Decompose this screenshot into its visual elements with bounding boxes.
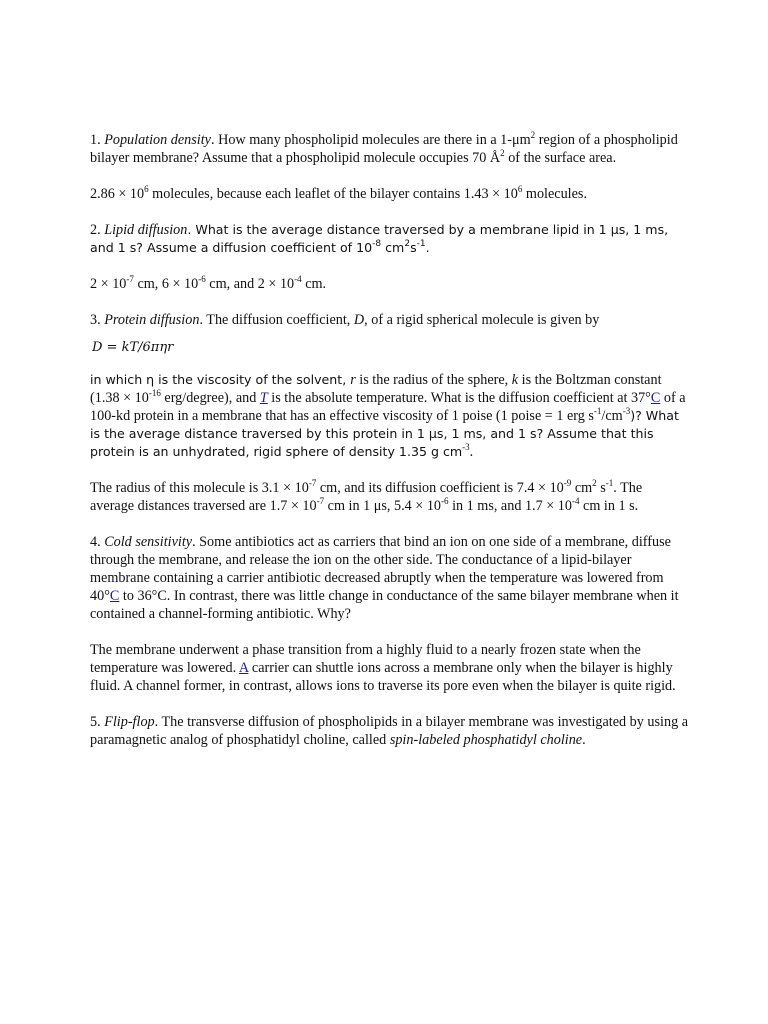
superscript: -8 <box>372 239 382 249</box>
superscript: 2 <box>500 148 505 158</box>
superscript: 6 <box>144 184 149 194</box>
answer-text: 2 × 10 <box>90 276 127 292</box>
variable-k: k <box>511 372 519 388</box>
question-2 <box>90 221 688 257</box>
question-title: Protein diffusion <box>104 312 200 328</box>
superscript: 2 <box>530 130 536 140</box>
answer-text: carrier can shuttle ions across a membrane only when the bilayer is highly fluid. A channel former, in contrast, allows ions to traverse its pore even when the bilayer is quite rigid. <box>90 660 676 694</box>
question-text: , of a rigid spherical molecule is given by <box>364 312 600 328</box>
question-text: . What is the average distance traversed by a membrane lipid in 1 μs, 1 ms, and 1 s? Assume a diffusion coefficient of 10 <box>90 222 669 255</box>
question-title: Lipid diffusion <box>104 222 188 238</box>
superscript: -3 <box>622 406 631 416</box>
formula-lhs: D <box>92 340 103 355</box>
answer-2 <box>90 275 688 293</box>
question-text: . How many phospholipid molecules are there in a 1-μm <box>210 132 531 148</box>
answer-text: molecules. <box>522 186 587 202</box>
question-text: region of a phospholipid bilayer membrane? Assume that a phospholipid molecule occupies 70 Å <box>90 132 678 166</box>
question-text: is the Boltzman constant (1.38 × 10 <box>90 372 662 406</box>
question-text: /cm <box>601 408 623 424</box>
question-number: 4. <box>90 534 105 550</box>
link-t[interactable]: T <box>259 390 268 406</box>
answer-3 <box>90 479 688 515</box>
question-text: . <box>425 240 430 255</box>
superscript: -9 <box>563 478 572 488</box>
answer-text: cm, and its diffusion coefficient is 7.4 × 10 <box>316 480 564 496</box>
formula-equals: = <box>102 340 122 355</box>
question-text: in which η is the viscosity of the solvent, <box>90 372 351 387</box>
question-title: Flip-flop <box>104 714 155 730</box>
question-5 <box>90 713 688 749</box>
answer-text: cm in 1 s. <box>579 498 639 514</box>
question-4 <box>90 533 688 623</box>
superscript: -7 <box>316 496 325 506</box>
superscript: -1 <box>593 406 602 416</box>
question-text: is the absolute temperature. What is the diffusion coefficient at 37° <box>267 390 651 406</box>
question-text: . <box>582 732 586 748</box>
answer-text: molecules, because each leaflet of the bilayer contains 1.43 × 10 <box>148 186 518 202</box>
question-text: s <box>410 240 417 255</box>
superscript: -7 <box>126 274 134 284</box>
formula-rhs: kT/6πηr <box>121 340 174 355</box>
question-number: 5. <box>90 714 105 730</box>
superscript: -7 <box>308 478 317 488</box>
answer-text: cm, 6 × 10 <box>133 276 199 292</box>
question-number: 2. <box>90 222 105 238</box>
question-text: )? What is the average distance traversed by this protein in 1 μs, 1 ms, and 1 s? Assume that this protein is an unhydrated, rigid sphere of density 1.35 g cm <box>90 408 679 459</box>
question-text: . Some antibiotics act as carriers that bind an ion on one side of a membrane, diffuse through the membrane, and release the ion on the other side. The conductance of a lipid-bilayer membrane containing a carrier antibiotic decreased abruptly when the temperature was lowered from 40° <box>90 534 671 604</box>
question-text: . <box>469 444 474 460</box>
answer-text: cm in 1 μs, 5.4 × 10 <box>324 498 442 514</box>
question-title: Population density <box>104 132 211 148</box>
answer-text: . The average distances traversed are 1.7 × 10 <box>90 480 643 514</box>
superscript: -3 <box>462 442 470 452</box>
question-text: of the surface area. <box>504 150 617 166</box>
superscript: 2 <box>592 478 597 488</box>
italic-term: spin-labeled phosphatidyl choline <box>389 732 583 748</box>
answer-text: s <box>596 480 606 496</box>
answer-text: The radius of this molecule is 3.1 × 10 <box>90 480 309 496</box>
superscript: -6 <box>441 496 449 506</box>
answer-text: cm <box>571 480 593 496</box>
question-text: . The transverse diffusion of phospholipids in a bilayer membrane was investigated by using a paramagnetic analog of phosphatidyl choline, called <box>90 714 689 748</box>
question-text: of a 100-kd protein in a membrane that has an effective viscosity of 1 poise (1 poise = 1 erg s <box>90 390 686 424</box>
question-text: is the radius of the sphere, <box>355 372 512 388</box>
superscript: -4 <box>571 496 580 506</box>
superscript: -6 <box>198 274 206 284</box>
superscript: -1 <box>605 478 614 488</box>
answer-text: cm. <box>301 276 327 292</box>
answer-4 <box>90 641 688 695</box>
question-1 <box>90 131 688 167</box>
link-c[interactable]: C <box>650 390 661 406</box>
superscript: -4 <box>294 274 302 284</box>
document-page <box>90 131 688 767</box>
link-c[interactable]: C <box>109 588 120 604</box>
question-text: erg/degree), and <box>160 390 260 406</box>
question-text: cm <box>381 240 405 255</box>
question-number: 3. <box>90 312 105 328</box>
link-a[interactable]: A <box>238 660 249 676</box>
superscript: -16 <box>148 388 161 398</box>
question-text: to 36°C. In contrast, there was little change in conductance of the same bilayer membrane when it contained a channel-forming antibiotic. Why? <box>90 588 679 622</box>
answer-text: The membrane underwent a phase transition from a highly fluid to a nearly frozen state when the temperature was lowered. <box>90 642 641 676</box>
superscript: -1 <box>416 239 426 249</box>
question-3-continued <box>90 371 688 461</box>
answer-1 <box>90 185 688 203</box>
superscript: 2 <box>404 239 411 249</box>
answer-text: in 1 ms, and 1.7 × 10 <box>448 498 572 514</box>
answer-text: 2.86 × 10 <box>90 186 145 202</box>
answer-text: cm, and 2 × 10 <box>205 276 295 292</box>
question-number: 1. <box>90 132 105 148</box>
variable-r: r <box>350 372 356 388</box>
question-title: Cold sensitivity <box>104 534 193 550</box>
variable-d: D <box>353 312 365 328</box>
question-text: . The diffusion coefficient, <box>199 312 354 328</box>
question-3 <box>90 311 688 329</box>
superscript: 6 <box>517 184 523 194</box>
diffusion-formula <box>92 339 688 357</box>
